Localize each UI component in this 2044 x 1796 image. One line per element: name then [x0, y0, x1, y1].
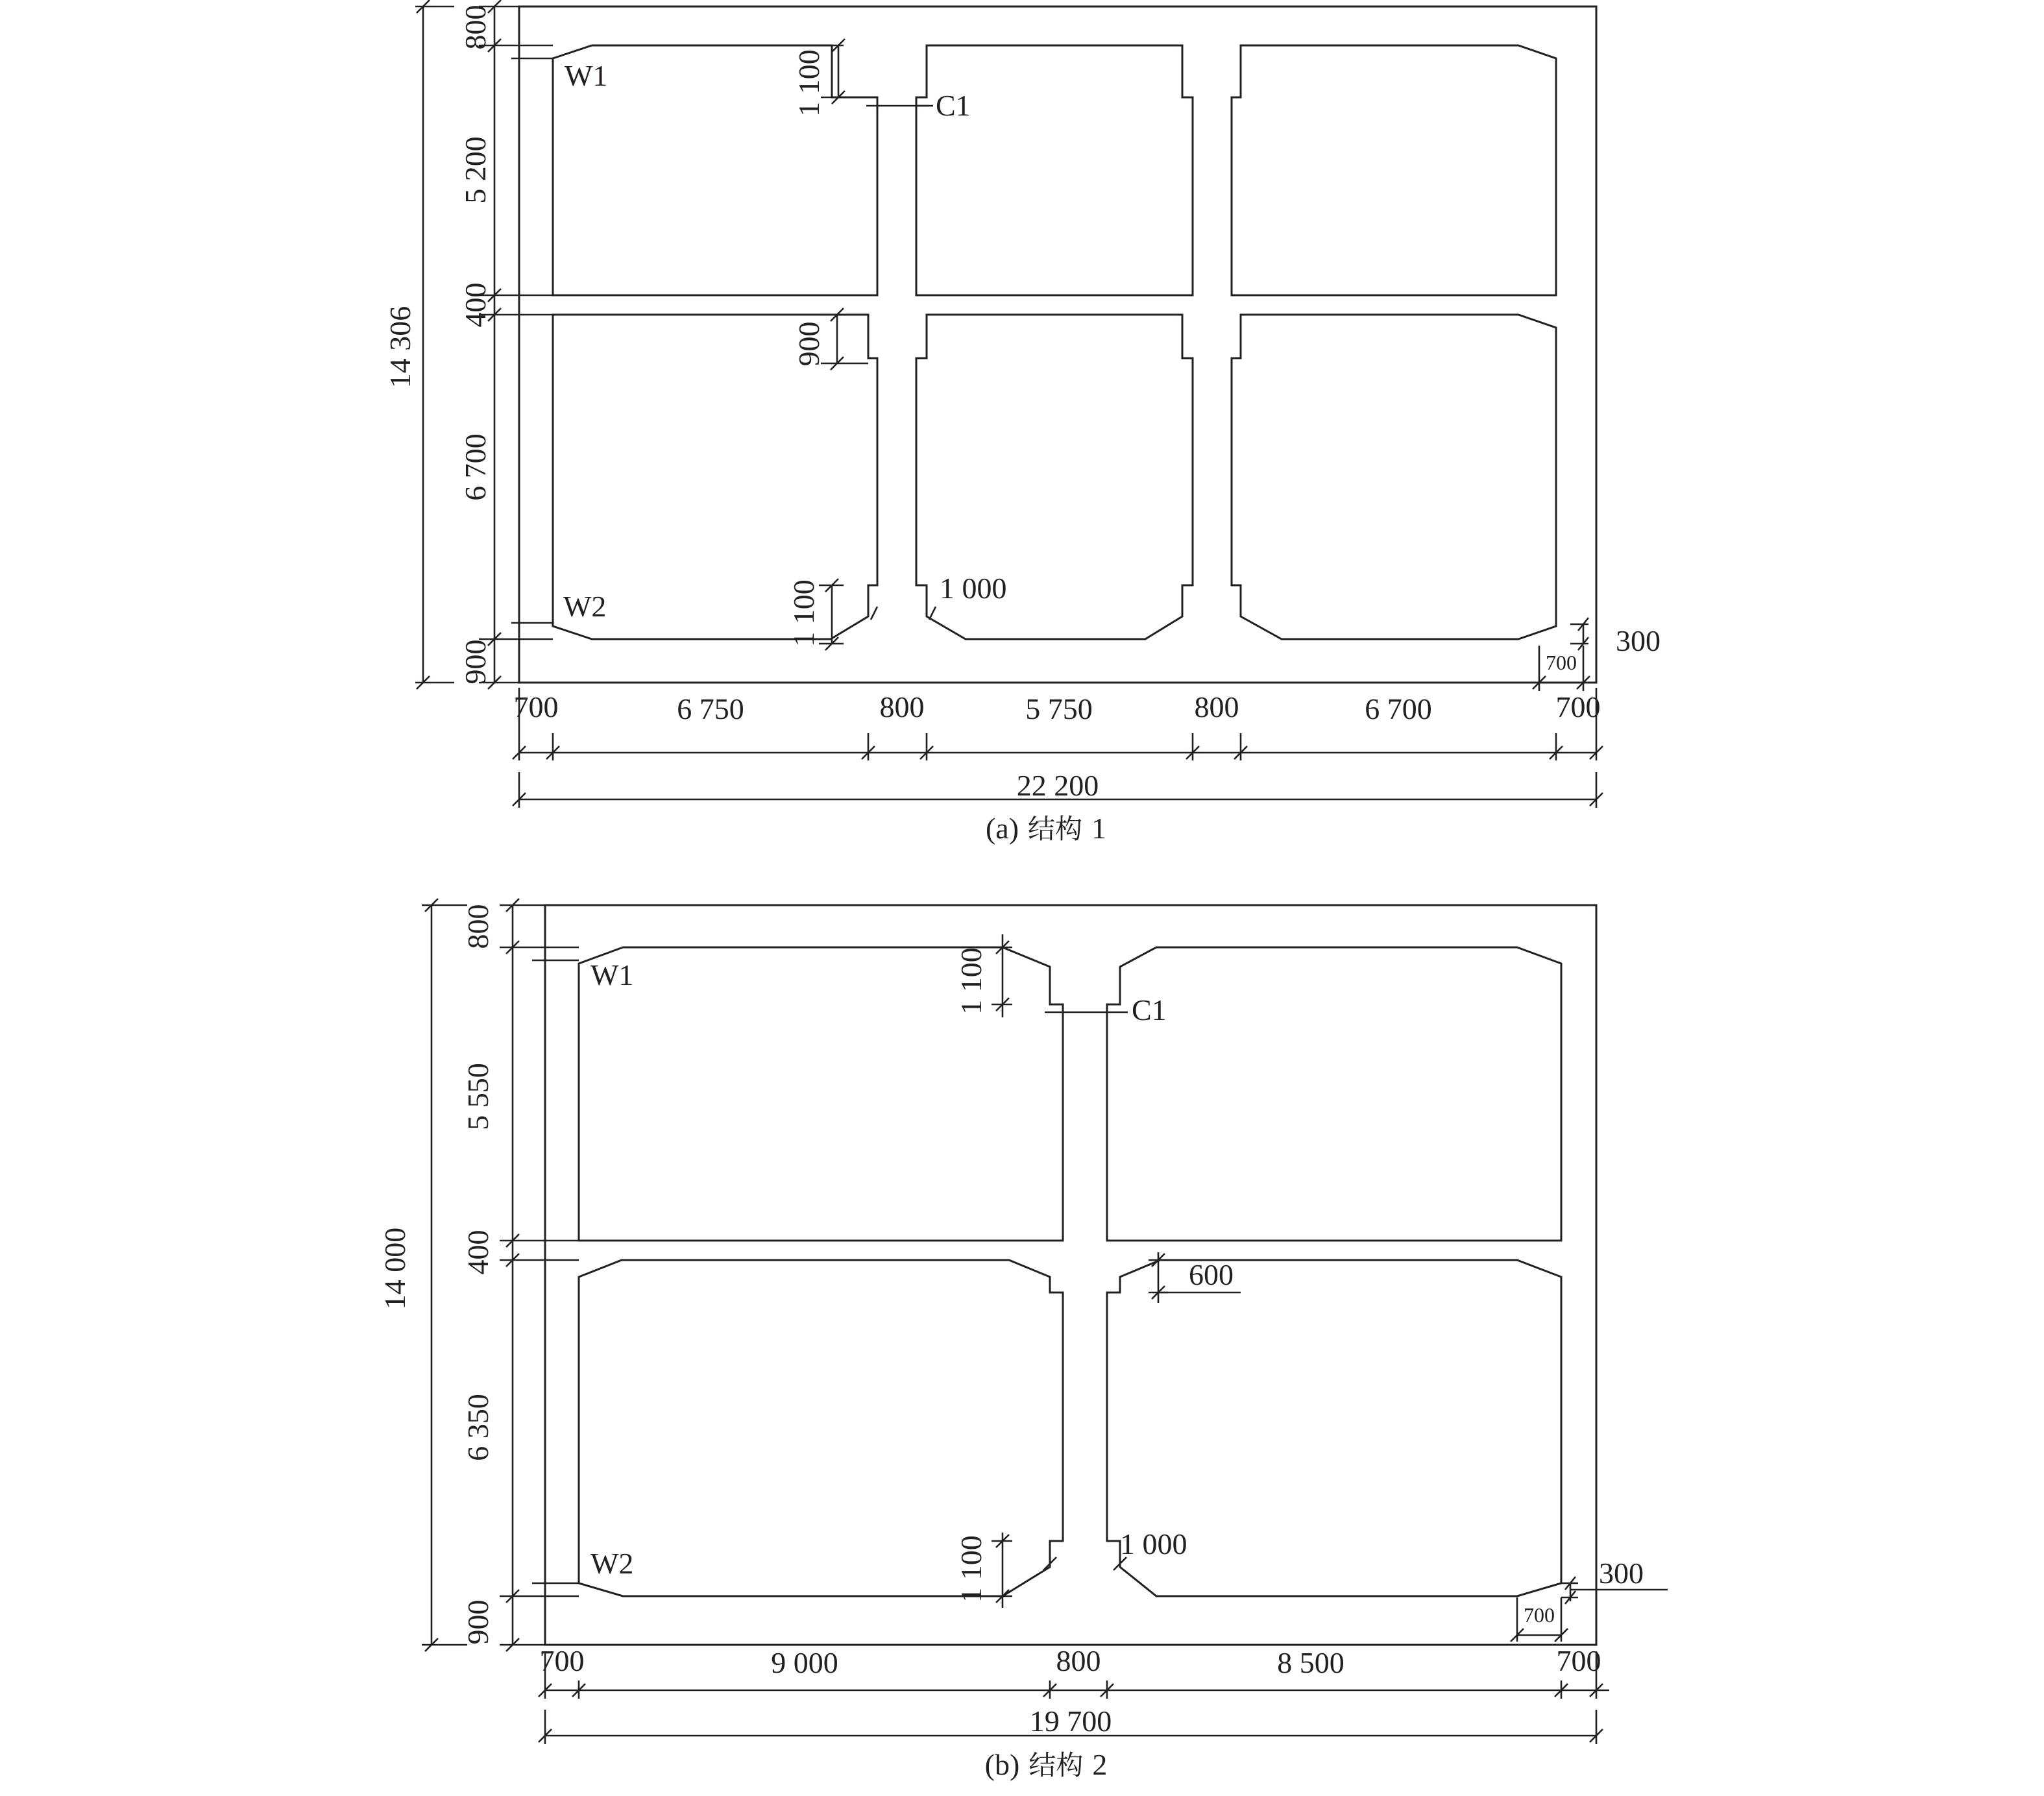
s1-dim-mid-haunch: 900: [792, 321, 825, 367]
s2-dim-upper-haunch: 1 100: [955, 947, 988, 1015]
s2-dim-corner-height: 300: [1599, 1557, 1644, 1590]
s2-dim-bay-2: 8 500: [1277, 1646, 1344, 1679]
s1-dim-lower-haunch: 1 100: [787, 579, 820, 647]
s2-left-dimension-chain: [500, 899, 579, 1651]
s2-dim-right-wall: 700: [1556, 1644, 1601, 1677]
s2-label-c1: C1: [1132, 993, 1167, 1026]
s2-dim-bottom-wall: 900: [461, 1599, 494, 1645]
s2-total-height-dimension: [422, 899, 467, 1651]
s1-dim-column-1: 800: [879, 690, 925, 723]
s2-dim-total-width: 19 700: [1029, 1705, 1112, 1738]
s2-label-w2: W2: [590, 1547, 634, 1580]
s2-dim-lower-height: 6 350: [461, 1394, 494, 1461]
s1-left-dimension-chain: [479, 0, 553, 689]
s2-cell-upper-right: [1107, 947, 1561, 1241]
s1-dim-bay-1: 6 750: [677, 692, 744, 725]
s2-caption: (b) 结构 2: [984, 1748, 1108, 1781]
s2-dim-lower-haunch: 1 100: [955, 1535, 988, 1603]
s2-column-width-marks: [1043, 1554, 1126, 1570]
s1-dim-total-height: 14 306: [383, 306, 417, 389]
s1-dim-left-wall: 700: [513, 690, 559, 723]
s1-dim-mid-slab: 400: [459, 282, 492, 328]
s1-dim-column-2: 800: [1194, 690, 1239, 723]
s1-dim-total-width: 22 200: [1016, 769, 1099, 802]
s1-label-w2: W2: [563, 590, 607, 623]
s2-upper-haunch-dimension: [992, 934, 1012, 1017]
s1-label-c1: C1: [936, 89, 971, 122]
s2-dim-upper-height: 5 550: [461, 1063, 494, 1130]
structure-1: [383, 0, 1661, 845]
s1-dim-column-width-note: 1 000: [940, 572, 1007, 605]
s1-dim-upper-haunch: 1 100: [792, 49, 825, 117]
s1-dim-right-wall: 700: [1555, 690, 1601, 723]
s1-dim-lower-height: 6 700: [459, 433, 492, 501]
s1-dim-upper-height: 5 200: [459, 136, 492, 204]
s1-label-w1: W1: [565, 59, 608, 92]
structure-2: [378, 899, 1668, 1781]
s2-dim-left-wall: 700: [539, 1644, 585, 1677]
s1-mid-haunch-dimension: [821, 308, 868, 370]
s1-cell-upper-middle: [916, 45, 1193, 295]
s1-dim-corner-width: 700: [1546, 651, 1577, 674]
s2-dim-total-height: 14 000: [378, 1227, 411, 1310]
s1-cell-upper-right: [1232, 45, 1556, 295]
s2-cell-lower-left: [579, 1260, 1063, 1596]
s2-dim-corner-width: 700: [1524, 1603, 1555, 1627]
s1-cell-lower-right: [1232, 315, 1556, 639]
s1-dim-bay-2: 5 750: [1025, 692, 1093, 725]
s1-dim-bay-3: 6 700: [1365, 692, 1432, 725]
s2-dim-top-wall: 800: [461, 904, 494, 949]
s1-dim-corner-height: 300: [1616, 624, 1661, 657]
s2-dim-column-width-note: 1 000: [1120, 1527, 1187, 1560]
s2-lower-haunch-dimension: [992, 1533, 1012, 1608]
s1-dim-top-wall: 800: [459, 5, 492, 50]
s2-dim-mid-slab: 400: [461, 1230, 494, 1275]
s1-outer-boundary: [519, 6, 1596, 683]
s2-dim-column: 800: [1056, 1644, 1101, 1677]
s2-dim-bay-1: 9 000: [771, 1646, 838, 1679]
s1-total-height-dimension: [415, 0, 454, 689]
s2-cell-upper-left: [579, 947, 1063, 1241]
s1-dim-bottom-wall: 900: [459, 639, 492, 685]
s2-dim-mid-haunch: 600: [1189, 1258, 1234, 1291]
s1-caption: (a) 结构 1: [985, 812, 1107, 845]
s2-label-w1: W1: [590, 958, 634, 991]
s2-outer-boundary: [545, 905, 1596, 1645]
